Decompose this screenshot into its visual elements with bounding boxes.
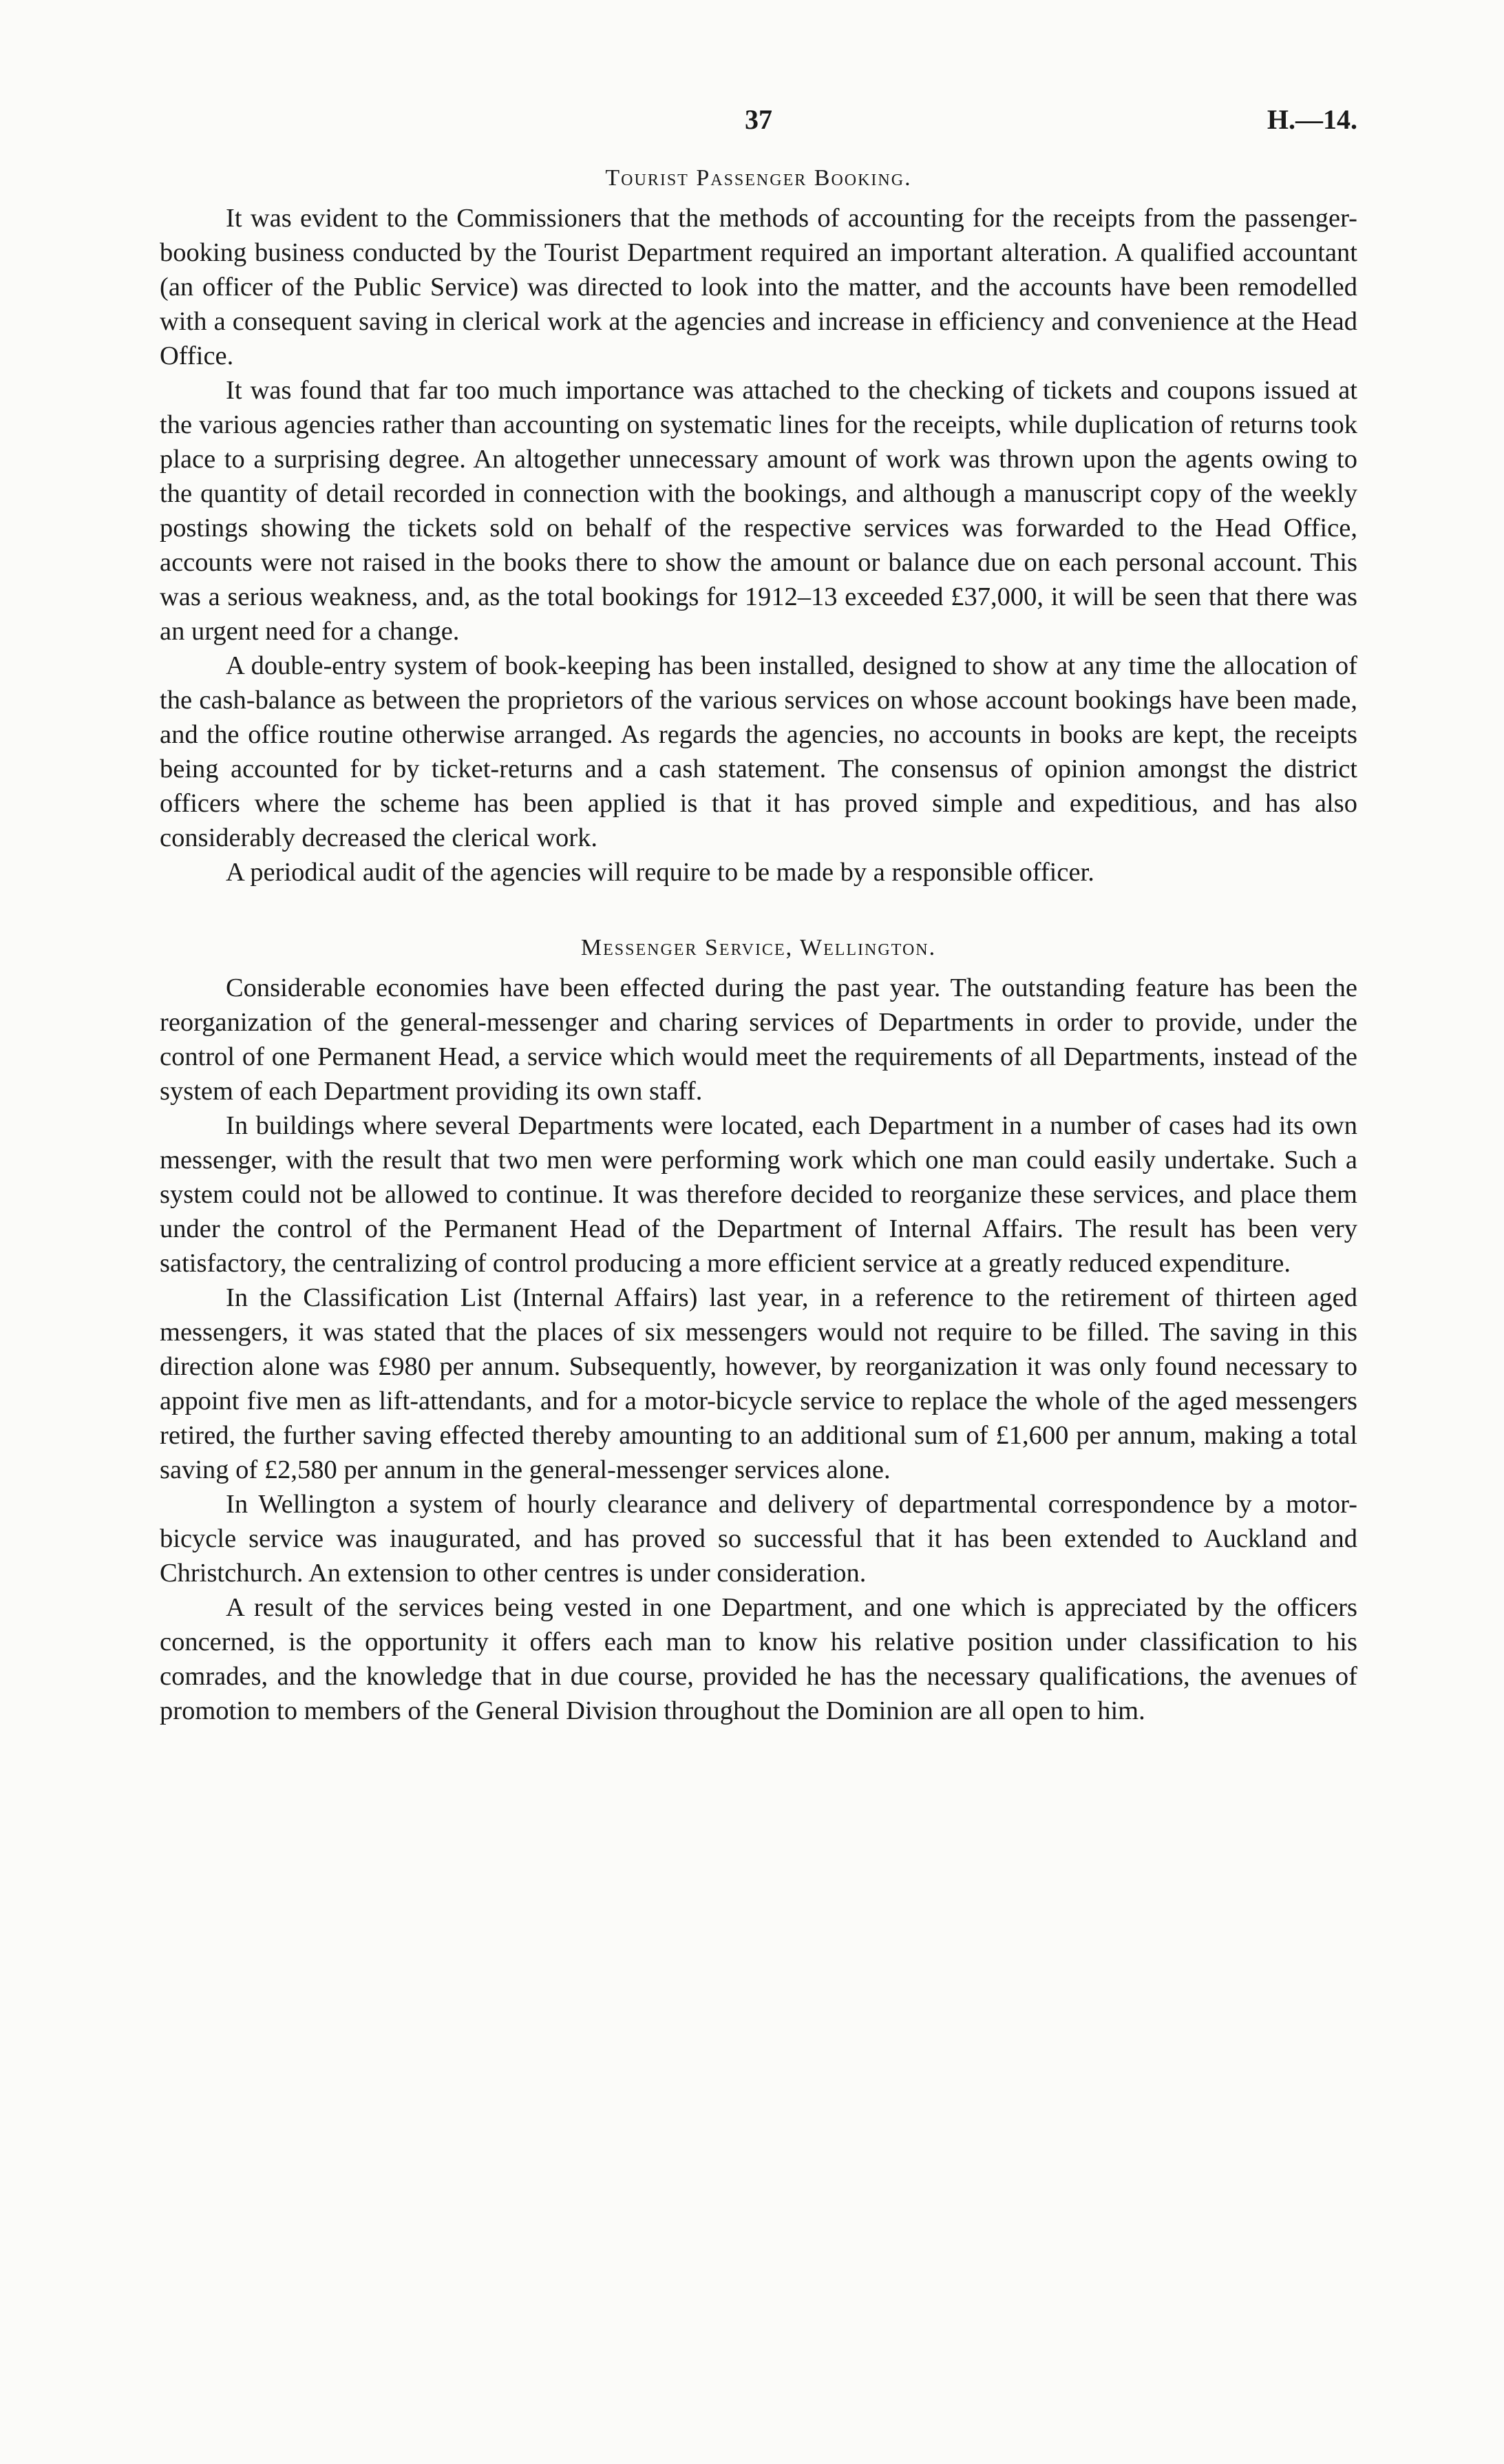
paragraph: A result of the services being vested in one Department, and one which is appreciated by the officers concerned, is the opportunity it offers each man to know his relative position under classification to his comrades, and the knowledge that in due course, provided he has the necessary qualifications, the avenues of promotion to members of the General Division throughout the Dominion are all open to him.: [160, 1593, 1357, 1725]
section-heading: Tourist Passenger Booking.: [605, 165, 912, 191]
paragraph: A double-entry system of book-keeping has been installed, designed to show at any time the allocation of the cash-balance as between the proprietors of the various services on whose account bookings have been made, and the office routine otherwise arranged. As regards the agencies, no accounts in books are kept, the receipts being accounted for by ticket-returns and a cash statement. The consensus of opinion amongst the district officers where the scheme has been applied is that it has proved simple and expeditious, and has also considerably decreased the clerical work.: [160, 651, 1357, 852]
document-reference: H.—14.: [1267, 104, 1357, 135]
section-heading: Messenger Service, Wellington.: [580, 935, 937, 960]
paragraph: In buildings where several Departments were located, each Department in a number of cases had its own messenger, with the result that two men were performing work which one man could easily undertake. Such a system could not be allowed to continue. It was therefore decided to reorganize these services, and place them under the control of the Permanent Head of the Department of Internal Affairs. The result has been very satisfactory, the centralizing of control producing a more efficient service at a greatly reduced expenditure.: [160, 1111, 1357, 1278]
section-tourist-passenger-booking: [160, 165, 1357, 889]
paragraph: Considerable economies have been effected during the past year. The outstanding feature has been the reorganization of the general-messenger and charing services of Departments in order to provide, under the control of one Permanent Head, a service which would meet the requirements of all Departments, instead of the system of each Department providing its own staff.: [160, 973, 1357, 1106]
paragraph: A periodical audit of the agencies will require to be made by a responsible officer.: [226, 858, 1094, 887]
paragraph: It was found that far too much importance was attached to the checking of tickets and coupons issued at the various agencies rather than accounting on systematic lines for the receipts, while duplication of returns took place to a surprising degree. An altogether unnecessary amount of work was thrown upon the agents owing to the quantity of detail recorded in connection with the bookings, and although a manuscript copy of the weekly postings showing the tickets sold on behalf of the respective services was forwarded to the Head Office, accounts were not raised in the books there to show the amount or balance due on each personal account. This was a serious weakness, and, as the total bookings for 1912–13 exceeded £37,000, it will be seen that there was an urgent need for a change.: [160, 376, 1357, 646]
document-page: [160, 103, 1357, 1728]
paragraph: It was evident to the Commissioners that the methods of accounting for the receipts from the passenger-booking business conducted by the Tourist Department required an important alteration. A qualified accountant (an officer of the Public Service) was directed to look into the matter, and the accounts have been remodelled with a consequent saving in clerical work at the agencies and increase in efficiency and convenience at the Head Office.: [160, 204, 1357, 370]
page-number: 37: [745, 104, 772, 135]
paragraph: In the Classification List (Internal Affairs) last year, in a reference to the retirement of thirteen aged messengers, it was stated that the places of six messengers would not require to be filled. The saving in this direction alone was £980 per annum. Subsequently, however, by reorganization it was only found necessary to appoint five men as lift-attendants, and for a motor-bicycle service to replace the whole of the aged messengers retired, the further saving effected thereby amounting to an additional sum of £1,600 per annum, making a total saving of £2,580 per annum in the general-messenger services alone.: [160, 1283, 1357, 1484]
section-messenger-service: [160, 935, 1357, 1728]
page-header: [160, 103, 1357, 151]
paragraph: In Wellington a system of hourly clearance and delivery of departmental correspondence by a motor-bicycle service was inaugurated, and has proved so successful that it has been extended to Auckland and Christchurch. An extension to other centres is under consideration.: [160, 1490, 1357, 1588]
